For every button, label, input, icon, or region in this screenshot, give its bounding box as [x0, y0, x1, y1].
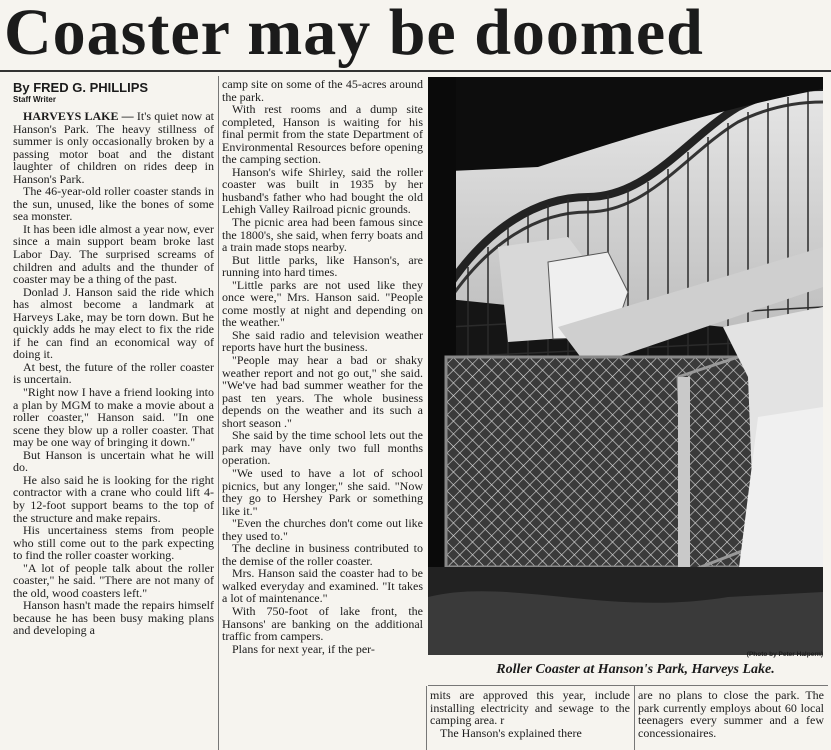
byline: By FRED G. PHILLIPS	[13, 80, 149, 95]
article-paragraph: "People may hear a bad or shaky weather report and not go out," she said. "We've had bad summer weather for the past ten years. The whole business depends on the weather and its such a short season ."	[222, 353, 423, 430]
article-paragraph: She said by the time school lets out the park may have only two full months operation.	[222, 428, 423, 468]
article-column-4	[638, 689, 824, 739]
article-paragraph: It has been idle almost a year now, ever since a main support beam broke last Labor Day. The surprised screams of children and adults and the thunder of coaster may be a thing of the past.	[13, 221, 214, 287]
article-paragraph: The 46-year-old roller coaster stands in the sun, unused, like the bones of some sea monster.	[13, 184, 214, 224]
article-paragraph: At best, the future of the roller coaster is uncertain.	[13, 359, 214, 387]
article-paragraph: But little parks, like Hanson's, are running into hard times.	[222, 252, 423, 280]
article-paragraph: With 750-foot of lake front, the Hansons' are banking on the additional traffic from campers.	[222, 603, 423, 644]
article-paragraph: Mrs. Hanson said the coaster had to be walked everyday and examined. "It takes a lot of maintenance."	[222, 566, 423, 606]
staff-label: Staff Writer	[13, 95, 56, 104]
article-paragraph: The Hanson's explained there	[440, 725, 582, 740]
article-paragraph: "Even the churches don't come out like they used to."	[222, 516, 423, 543]
roller-coaster-photo	[428, 77, 823, 655]
article-paragraph: are no plans to close the park. The park currently employs about 60 local teenagers every summer and a few concessionaires.	[638, 688, 824, 740]
headline: Coaster may be doomed	[4, 0, 704, 69]
article-paragraph: mits are approved this year, include installing electricity and sewage to the camping area. r	[430, 688, 630, 728]
paragraph-text: It's quiet now at Hanson's Park. The heavy stillness of summer is only occasionally broken by a passing motor boat and the distant laughter of children on rides deep in Hanson's Park.	[13, 109, 215, 186]
article-paragraph: Plans for next year, if the per-	[232, 641, 375, 656]
article-paragraph: But Hanson is uncertain what he will do.	[13, 447, 214, 475]
article-paragraph: He also said he is looking for the right contractor with a crane who could lift 4-by 12-foot support beams to the top of the structure and make repairs.	[13, 472, 214, 525]
article-paragraph: "We used to have a lot of school picnics, but any longer," she said. "Now they go to Hershey Park or something like it."	[222, 465, 423, 518]
article-paragraph	[13, 110, 214, 185]
photo-caption: Roller Coaster at Hanson's Park, Harveys Lake.	[496, 662, 775, 677]
article-paragraph: Hanson hasn't made the repairs himself because he has been busy making plans and developing a	[13, 598, 214, 638]
article-paragraph: The picnic area had been famous since the 1800's, she said, when ferry boats and a train made stops nearby.	[222, 215, 423, 255]
article-paragraph: She said radio and television weather reports have hurt the business.	[222, 327, 423, 355]
article-paragraph: His uncertainess stems from people who still come out to the park expecting to find the roller coaster working.	[13, 523, 214, 563]
article-paragraph: "Right now I have a friend looking into a plan by MGM to make a movie about a roller coaster," Hanson said. "In one scene they blow up a roller coaster. That may be one way of bringing it down."	[13, 385, 214, 450]
article-paragraph: Donlad J. Hanson said the ride which has almost become a landmark at Harveys Lake, may be torn down. But he quickly adds he may elect to fix the ride if he can find an economical way of doing it.	[13, 284, 214, 362]
column-divider	[426, 686, 427, 750]
dateline: HARVEYS LAKE —	[23, 109, 134, 123]
article-column-1	[13, 80, 214, 637]
article-paragraph: "Little parks are not used like they once were," Mrs. Hanson said. "People come mostly at night and depending on the weather."	[222, 277, 423, 330]
photo-credit: (Photo by Peter Halpern)	[746, 651, 823, 658]
article-column-3	[430, 689, 630, 739]
article-paragraph: The decline in business contributed to the demise of the roller coaster.	[222, 541, 423, 568]
column-divider	[218, 76, 219, 750]
article-paragraph: Hanson's wife Shirley, said the roller coaster was built in 1935 by her husband's father who had bought the old Lehigh Valley Railroad picnic grounds.	[222, 164, 423, 217]
column-divider	[634, 686, 635, 750]
caption-rule	[428, 685, 828, 686]
headline-rule	[0, 70, 831, 72]
article-paragraph: With rest rooms and a dump site completed, Hanson is waiting for his final permit from the state Department of Environmental Resources before opening the camping section.	[222, 102, 423, 167]
article-paragraph: camp site on some of the 45-acres around the park.	[222, 77, 423, 104]
article-paragraph: "A lot of people talk about the roller coaster," he said. "There are not many of the old, wood coasters left."	[13, 560, 214, 600]
article-column-2	[222, 78, 423, 655]
